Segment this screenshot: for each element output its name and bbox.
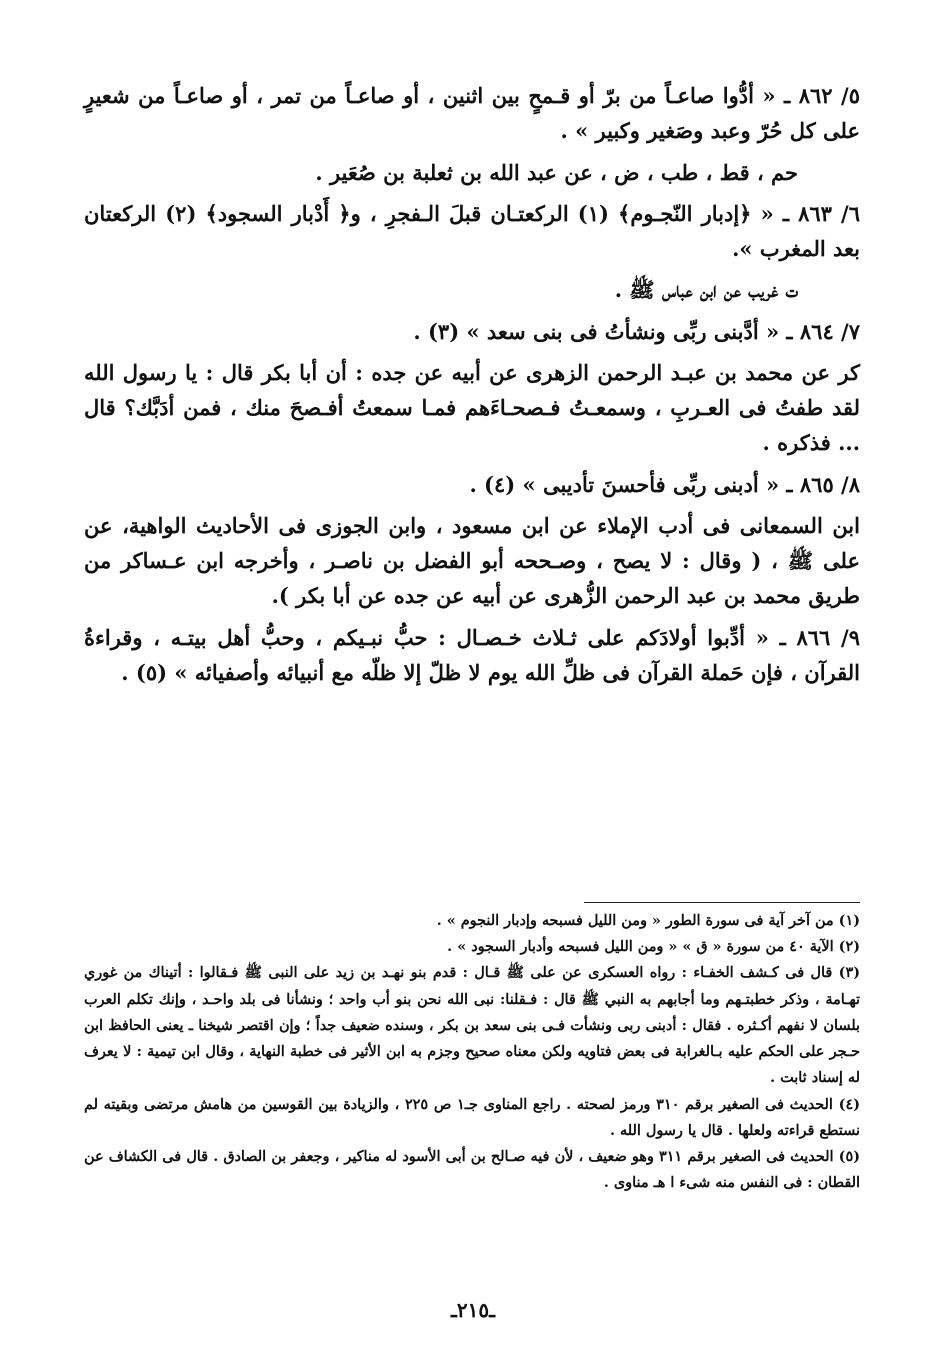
footnote-divider [584,902,860,903]
footnotes [84,908,860,1196]
hadith-862: ٥/ ٨٦٢ ـ « أدُّوا صاعـاً من برّ أو قـمحٍ بين اثنين ، أو صاعـاً من تمر ، أو صاعـاً من شعيرٍ على كل حُرّ وعبد وصَغير وكبير » . [84,83,861,144]
footnote-1: (١) من آخر آية فى سورة الطور « ومن الليل فسبحه وإدبار النجوم » . [436,912,860,929]
main-text [84,78,860,696]
hadith-863-source: ت غريب عن ابن عباس ﷺ . [614,277,798,303]
hadith-863: ٦/ ٨٦٣ ـ « ﴿إدبار النّجـوم﴾ (١) الركعتـان قبلَ الـفجرِ ، و﴿ أَدْبار السجود﴾ (٢) الركعتان بعد المغرب ». [84,200,861,262]
hadith-862-source: حم ، قط ، طب ، ض ، عن عبد الله بن ثعلبة بن صُعَير . [315,159,798,185]
hadith-866: ٩/ ٨٦٦ ـ « أدِّبوا أولادَكم على ثـلاث خـصـال : حبُّ نبـيكم ، وحبُّ أهل بيتـه ، وقراءةُ القرآن ، فإن حَملة القرآن فى ظلِّ الله يوم لا ظلّ إلا ظلّه مع أنبيائه وأصفيائه » (٥) . [84,624,860,685]
hadith-864: ٧/ ٨٦٤ ـ « أدَّبنى ربِّى ونشأتُ فى بنى سعد » (٣) . [413,318,860,344]
hadith-864-source: كر عن محمد بن عبـد الرحمن الزهرى عن أبيه عن جده : أن أبا بكر قال : يا رسول الله لقد طفتُ فى العـربِ ، وسمعـتُ فـصحـاءَهم فمـا سمعتُ أفـصحَ منك ، فمن أدَبَّك؟ قال ... فذكره . [84,359,860,456]
page-number: ـ٢١٥ـ [451,1298,495,1322]
footnote-3: (٣) قال فى كـشف الخفـاء : رواه العسكرى عن على ﷺ قـال : قدم بنو نهـد بن زيد على النبى ﷺ فـقالوا : أتيناك من غوري تهـامة ، وذكر خطبتـهم وما أجابهم به النبي ﷺ قال : فـقلنا: نبى الله نحن بنو أب واحد ؛ ونشأنا فى بلد واحـد ، وإنك تكلم العرب بلسان لا نفهم أكـثره . فقال : أدبنى ربى ونشأت فـى بنى سعد بن بكر ، وسنده ضعيف جداً ؛ وإن اقتصر شيخنا ـ يعنى الحافظ ابن حـجر على الحكم عليه بـالغرابة فى بعض فتاويه ولكن معناه صحيح وجزم به ابن الأثير فى خطبة النهاية ، وقال ابن تيمية : لا يعرف له إسناد ثابت . [84,964,860,1087]
hadith-865-source: ابن السمعانى فى أدب الإملاء عن ابن مسعود ، وابن الجوزى فى الأحاديث الواهية، عن على ﷺ ، ( وقال : لا يصح ، وصـححه أبو الفضل بن ناصـر ، وأخرجه ابن عـساكر من طريق محمد بن عبد الرحمن الزُّهرى عن أبيه عن جده عن أبا بكر ). [84,512,860,609]
hadith-865: ٨/ ٨٦٥ ـ « أدبنى ربِّى فأحسنَ تأديبى » (٤) . [469,471,860,497]
footnote-4: (٤) الحديث فى الصغير برقم ٣١٠ ورمز لصحته . راجع المناوى جـ١ ص ٢٢٥ ، والزيادة بين القوسين من هامش مرتضى وبقيته لم نستطع قراءته ولعلها . قال يا رسول الله . [84,1095,861,1139]
footnote-5: (٥) الحديث فى الصغير برقم ٣١١ وهو ضعيف ، لأن فيه صـالح بن أبى الأسود له مناكير ، وجعفر بن الصادق . قال فى الكشاف عن القطان : فى النفس منه شىء ا هـ مناوى . [84,1147,860,1192]
footnote-2: (٢) الآية ٤٠ من سورة « ق » « ومن الليل فسبحه وأدبار السجود » . [447,938,860,956]
